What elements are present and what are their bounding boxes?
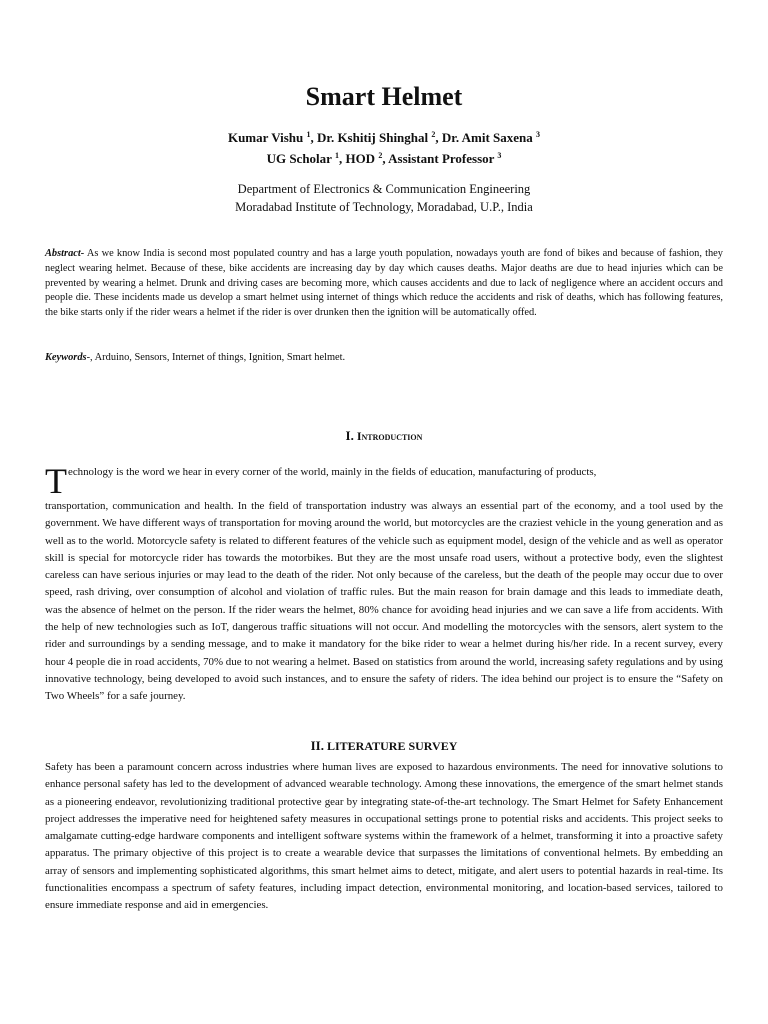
author-role: HOD (345, 151, 376, 166)
section-title: Introduction (356, 429, 423, 443)
keywords-paragraph (45, 351, 723, 366)
author-separator: , (310, 130, 317, 145)
author-roles-line (0, 148, 768, 169)
section-title: LITERATURE SURVEY (326, 739, 458, 753)
literature-survey-paragraph: Safety has been a paramount concern across industries where human lives are exposed to hazardous environments. The need for innovative solutions to enhance personal safety has led to the development of advanced wearable technology. Among these innovations, the emergence of the smart helmet stands as a pioneering endeavor, revolutionizing traditional protective gear by integrating state-of-the-art technology. The Smart Helmet for Safety Enhancement project addresses the imperative need for heightened safety measures in occupational settings prone to potential risks and accidents. This project seeks to amalgamate cutting-edge hardware components and intelligent software systems within the framework of a helmet, transforming it into a proactive safety apparatus. The primary objective of this project is to create a wearable device that surpasses the limitations of conventional helmets. By embedding an array of sensors and implementing sophisticated algorithms, this smart helmet aims to detect, mitigate, and alert users to potential hazards in real-time. Its functionalities encompass a spectrum of safety features, including impact detection, environmental monitoring, and location-based services, tailored to ensure immediate response and aid in emergencies. (45, 761, 723, 912)
introduction-first-line (45, 461, 723, 501)
author-name: Dr. Amit Saxena (441, 130, 533, 145)
author-affil-mark: 3 (497, 151, 502, 160)
author-separator: , (338, 151, 346, 166)
author-affil-mark: 3 (536, 130, 541, 139)
affiliation-block (0, 180, 768, 216)
author-affil-mark: 2 (431, 130, 436, 139)
author-affil-mark: 1 (306, 130, 311, 139)
section-number: II. (310, 738, 324, 753)
author-role: Assistant Professor (388, 151, 495, 166)
author-block (0, 127, 768, 169)
author-affil-mark: 2 (378, 151, 383, 160)
abstract-label: Abstract- (45, 248, 85, 259)
author-separator: , (382, 151, 389, 166)
institute-line: Moradabad Institute of Technology, Moradabad, U.P., India (235, 200, 533, 214)
keywords-text: -, Arduino, Sensors, Internet of things, Ignition, Smart helmet. (86, 352, 346, 363)
section-heading-literature-survey (0, 737, 768, 755)
department-line: Department of Electronics & Communication Engineering (237, 182, 531, 196)
introduction-first-line-text: echnology is the word we hear in every corner of the world, mainly in the fields of education, manufacturing of products, (68, 466, 597, 478)
section-number: I. (345, 428, 354, 443)
paper-title: Smart Helmet (305, 82, 463, 111)
author-name: Dr. Kshitij Shinghal (316, 130, 429, 145)
author-role: UG Scholar (266, 151, 332, 166)
abstract-paragraph (45, 247, 723, 321)
author-separator: , (435, 130, 442, 145)
introduction-paragraph: transportation, communication and health. In the field of transportation industry was always an essential part of the economy, and a tool used by the government. We have different ways of transportation for moving around the world, but motorcycles are the craziest vehicle in the young generation and as well as to the world. Motorcycle safety is related to different features of the vehicle such as equipment model, design of the vehicle and as well as operator skill is special for motorcycle rider has towards the motorbikes. But they are the most unsafe road users, without a protective body, even the slightest careless can have serious injuries or may lead to the death of the rider. Not only because of the careless, but the death of the people may occur due to over speed, rash driving, over consumption of alcohol and violation of traffic rules. But the main reason for brain damage and this leads to immediate death, was the absence of helmet on the person. If the rider wears the helmet, 80% chance for avoiding head injuries and we can save a life from accidents. With the help of new technologies such as IoT, dangerous traffic situations will not occur. And modelling the motorcycles with the sensors, alert system to the rider and surroundings by a sending message, and to make it mandatory for the bike rider to wear a helmet during his/her ride. In a recent survey, every hour 4 people die in road accidents, 70% due to not wearing a helmet. Based on statistics from around the world, increasing safety regulations and by using innovative technology, being developed to avoid such instances, and to ensure the safety of riders. The idea behind our project is to ensure the “Safety on Two Wheels” for a safe journey. (45, 500, 723, 703)
abstract-text: As we know India is second most populated country and has a large youth population, nowadays youth are fond of bikes and because of fashion, they neglect wearing helmet. Because of these, bike accidents are increasing day by day which causes deaths. Major deaths are due to head injuries which can be prevented by wearing a helmet. Drunk and driving cases are becoming more, which causes accidents and due to lack of negligence where an accident occurs and people die. These incidents made us develop a smart helmet using internet of things which reduce the accidents and risk of deaths, which has following features, the bike starts only if the rider wears a helmet if the rider is over drunken then the ignition will be automatically offed. (45, 248, 723, 319)
author-names-line (0, 127, 768, 148)
drop-cap-letter: T (45, 461, 67, 501)
section-heading-introduction (0, 427, 768, 445)
author-name: Kumar Vishu (227, 130, 304, 145)
author-affil-mark: 1 (334, 151, 339, 160)
keywords-label: Keywords (45, 352, 87, 363)
